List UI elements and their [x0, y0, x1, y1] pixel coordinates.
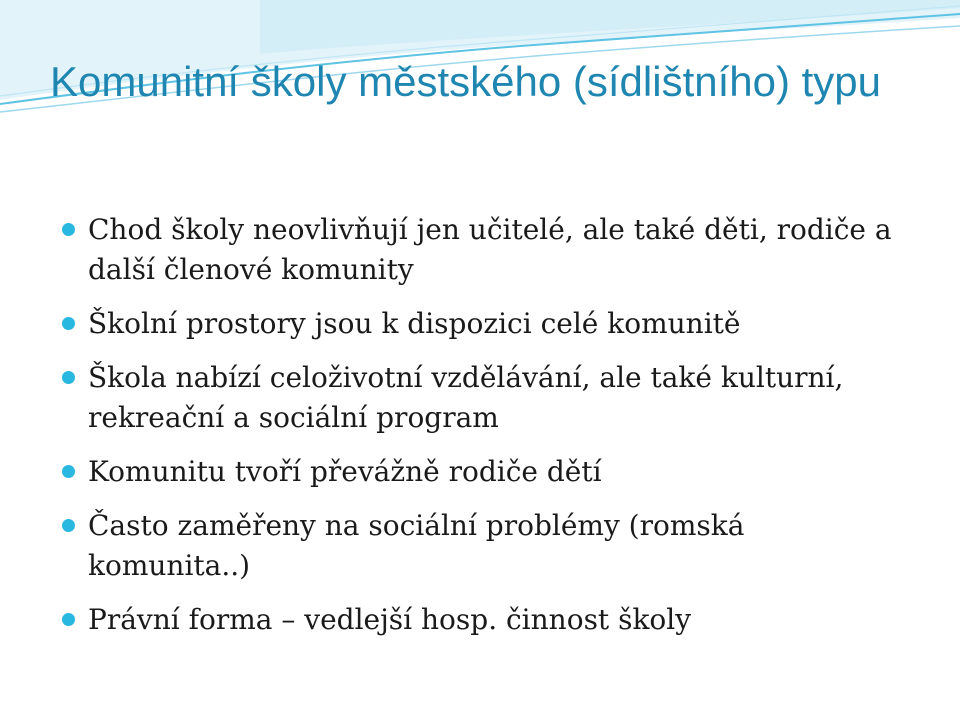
- bullet-item: [58, 452, 898, 492]
- bullet-item: [58, 600, 898, 640]
- bullet-dot-icon: [62, 317, 75, 330]
- bullet-dot-icon: [62, 613, 75, 626]
- bullet-list: [58, 210, 898, 654]
- bullet-text: Právní forma – vedlejší hosp. činnost školy: [88, 603, 692, 636]
- bullet-dot-icon: [62, 371, 75, 384]
- bullet-item: [58, 304, 898, 344]
- bullet-dot-icon: [62, 519, 75, 532]
- bullet-text: Chod školy neovlivňují jen učitelé, ale také děti, rodiče a další členové komunity: [88, 213, 892, 286]
- bullet-text: Často zaměřeny na sociální problémy (romská komunita..): [88, 509, 745, 582]
- bullet-dot-icon: [62, 465, 75, 478]
- bullet-item: [58, 210, 898, 290]
- bullet-text: Škola nabízí celoživotní vzdělávání, ale také kulturní, rekreační a sociální program: [88, 361, 844, 434]
- bullet-item: [58, 506, 898, 586]
- bullet-item: [58, 358, 898, 438]
- slide-title: Komunitní školy městského (sídlištního) typu: [50, 58, 882, 105]
- bullet-text: Školní prostory jsou k dispozici celé komunitě: [88, 307, 741, 340]
- bullet-dot-icon: [62, 223, 75, 236]
- bullet-text: Komunitu tvoří převážně rodiče dětí: [88, 455, 602, 488]
